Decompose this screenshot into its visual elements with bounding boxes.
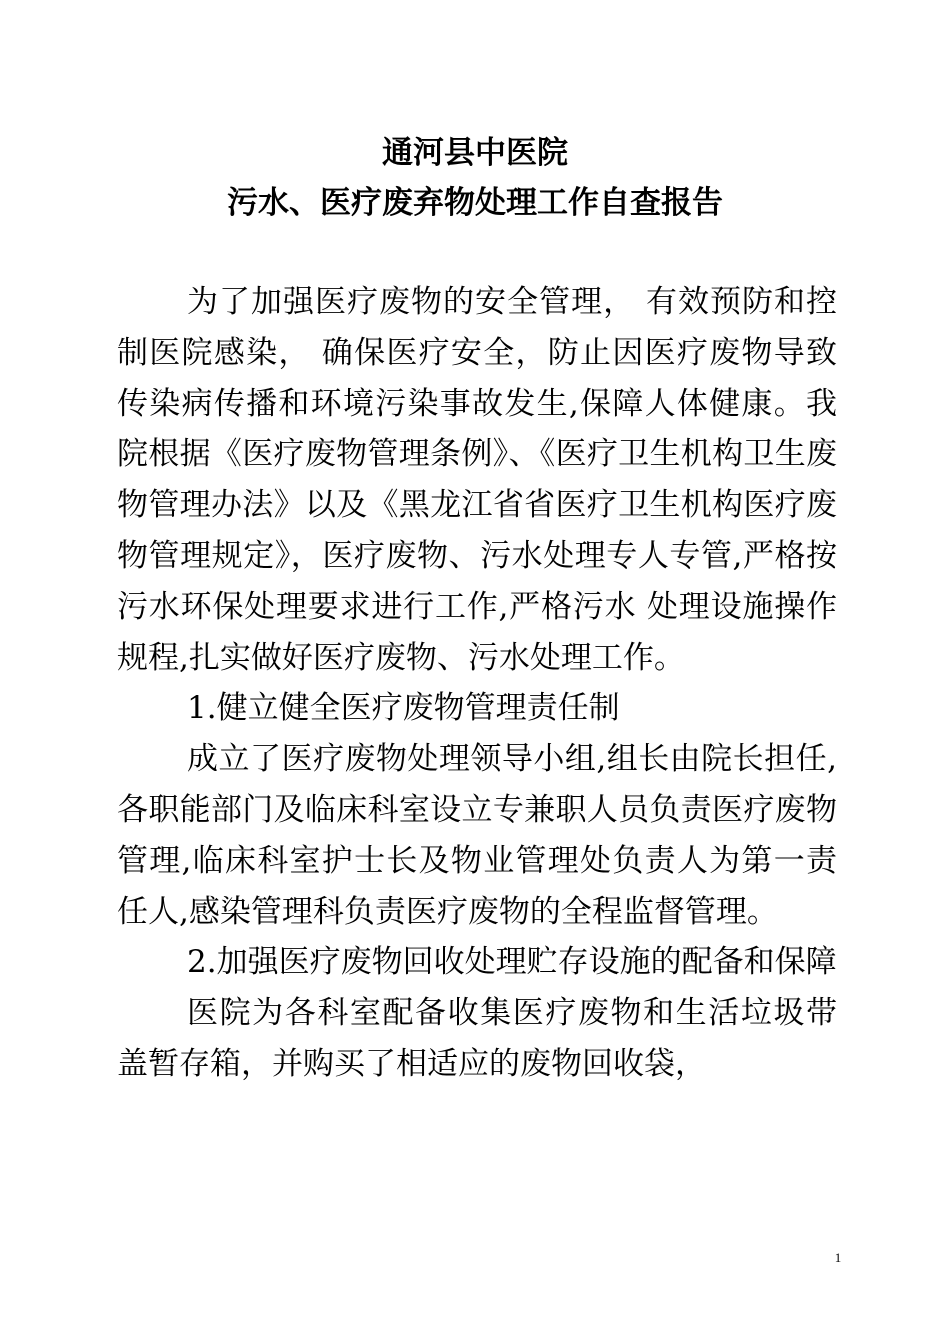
document-body — [117, 277, 837, 1090]
page-number: 1 — [834, 1250, 842, 1265]
section-1-heading: 1.健立健全医疗废物管理责任制 — [187, 690, 620, 727]
section-2-paragraph: 医院为各科室配备收集医疗废物和生活垃圾带盖暂存箱，并购买了相适应的废物回收袋， — [117, 995, 837, 1082]
title-report-name: 污水、医疗废弃物处理工作自查报告 — [227, 185, 723, 221]
section-1-paragraph: 成立了医疗废物处理领导小组,组长由院长担任,各职能部门及临床科室设立专兼职人员负责医疗废物管理,临床科室护士长及物业管理处负责人为第一责任人,感染管理科负责医疗废物的全程监督管理。 — [117, 741, 837, 930]
section-2-heading: 2.加强医疗废物回收处理贮存设施的配备和保障 — [187, 944, 837, 981]
intro-paragraph: 为了加强医疗废物的安全管理， 有效预防和控制医院感染， 确保医疗安全，防止因医疗废物导致传染病传播和环境污染事故发生,保障人体健康。我院根据《医疗废物管理条例》、《医疗卫生机构卫生废物管理办法》以及《黑龙江省省医疗卫生机构医疗废物管理规定》，医疗废物、污水处理专人专管,严格按污水环保处理要求进行工作,严格污水 处理设施操作规程,扎实做好医疗废物、污水处理工作。 — [117, 284, 837, 676]
document-title — [0, 128, 950, 228]
title-hospital-name: 通河县中医院 — [382, 135, 568, 171]
